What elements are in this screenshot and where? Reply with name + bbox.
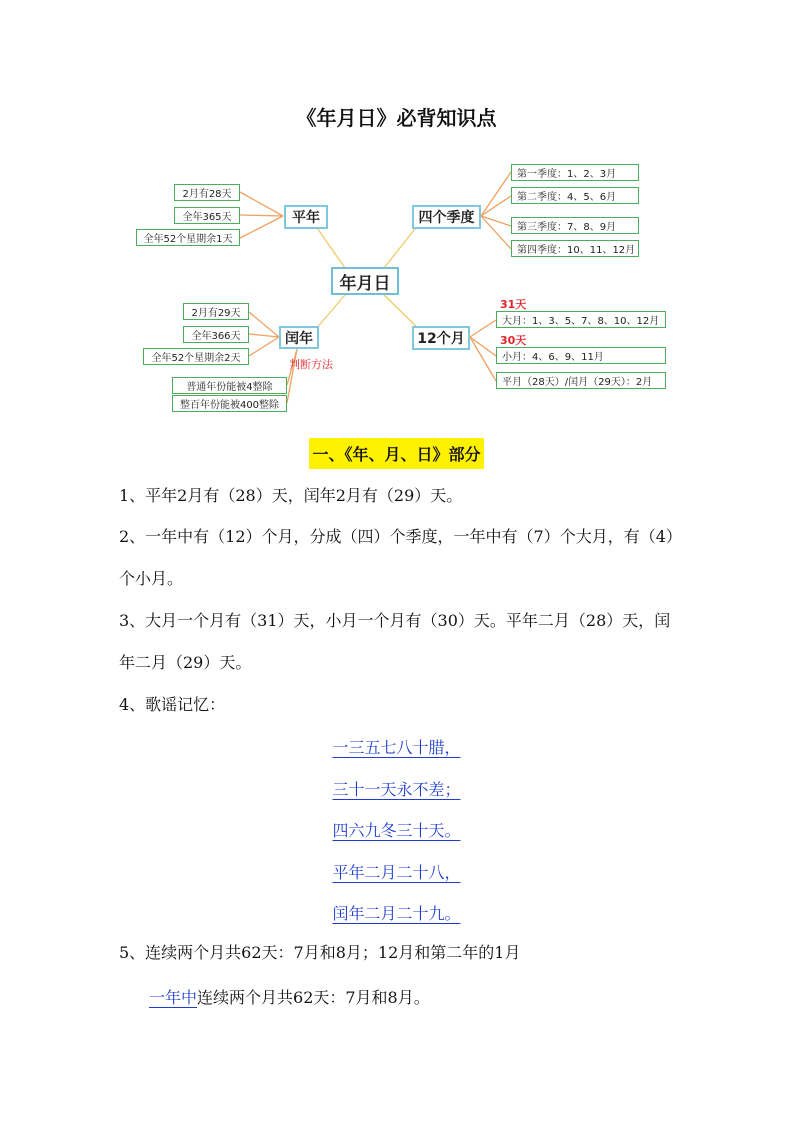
leaf-season-4: 第四季度：10、11、12月	[511, 240, 639, 257]
leaf-big-months: 大月：1、3、5、7、8、10、12月	[496, 311, 666, 328]
song-line-5: 闰年二月二十九。	[332, 904, 461, 923]
mind-map	[0, 150, 793, 420]
leaf-method-1: 普通年份能被4整除	[172, 377, 287, 394]
leaf-pingnian-2: 全年365天	[174, 207, 240, 224]
leaf-season-2: 第二季度：4、5、6月	[511, 187, 639, 204]
point-5-highlight: 一年中	[149, 988, 198, 1007]
point-4: 4、歌谣记忆：	[119, 695, 226, 714]
big-month-days: 31天	[500, 298, 527, 311]
node-pingnian: 平年	[284, 205, 328, 229]
song-line-2: 三十一天永不差；	[332, 780, 461, 799]
node-months: 12个月	[412, 326, 470, 350]
leaf-runnian-2: 全年366天	[183, 326, 249, 343]
leaf-season-1: 第一季度：1、2、3月	[511, 164, 639, 181]
leaf-february: 平月（28天）/闰月（29天）：2月	[496, 372, 666, 389]
mind-map-root: 年月日	[331, 267, 399, 295]
section-heading-text: 一、《年、月、日》部分	[309, 438, 483, 469]
judge-method-label: 判断方法	[289, 358, 333, 371]
song-line-1: 一三五七八十腊，	[332, 738, 461, 757]
song-line-4: 平年二月二十八，	[332, 863, 461, 882]
leaf-small-months: 小月：4、6、9、11月	[496, 347, 666, 364]
leaf-season-3: 第三季度：7、8、9月	[511, 217, 639, 234]
point-5-rest: 连续两个月共62天：7月和8月。	[197, 988, 430, 1007]
document-title: 《年月日》必背知识点	[296, 106, 497, 130]
node-runnian: 闰年	[279, 326, 319, 349]
point-2: 2、一年中有（12）个月，分成（四）个季度，一年中有（7）个大月，有（4）个小月。	[119, 527, 674, 588]
song-line-3: 四六九冬三十天。	[332, 821, 461, 840]
leaf-runnian-1: 2月有29天	[183, 303, 249, 320]
leaf-pingnian-1: 2月有28天	[174, 184, 240, 201]
leaf-runnian-3: 全年52个星期余2天	[143, 348, 249, 365]
leaf-pingnian-3: 全年52个星期余1天	[136, 229, 240, 246]
point-3: 3、大月一个月有（31）天，小月一个月有（30）天。平年二月（28）天，闰年二月（29）天。	[119, 611, 671, 672]
node-seasons: 四个季度	[412, 205, 481, 229]
small-month-days: 30天	[500, 334, 527, 347]
section-heading	[0, 438, 793, 469]
point-5-line-2	[149, 985, 430, 1008]
leaf-method-2: 整百年份能被400整除	[172, 395, 287, 412]
point-5-line-1: 5、连续两个月共62天：7月和8月；12月和第二年的1月	[119, 943, 521, 962]
point-1: 1、平年2月有（28）天，闰年2月有（29）天。	[119, 486, 463, 505]
